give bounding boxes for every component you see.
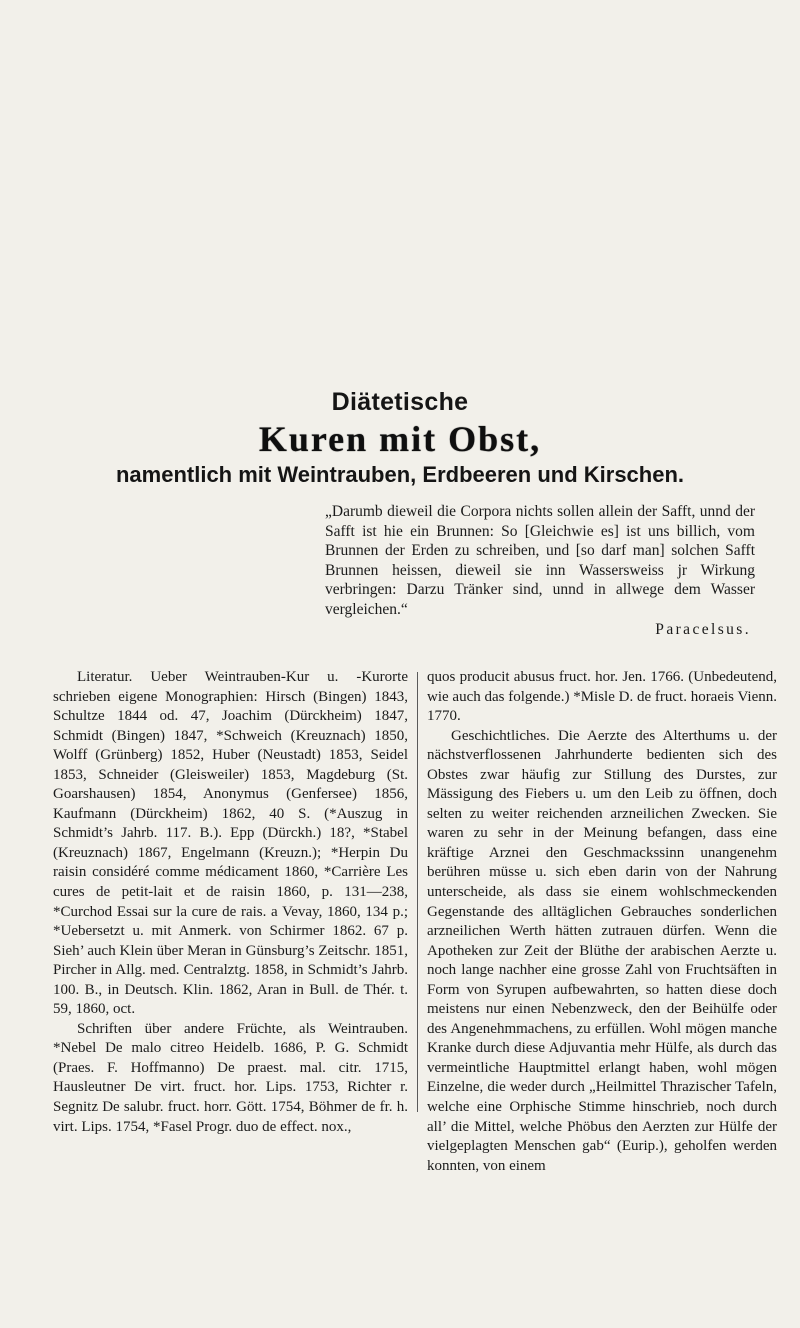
title-line-2: Kuren mit Obst, <box>258 419 542 459</box>
motto-author: Paracelsus. <box>655 620 751 638</box>
literature-paragraph: Literatur. Ueber Weintrauben-Kur u. -Kurorte schrieben eigene Monographien: Hirsch (Bingen) 1843, Schultze 1844 od. 47, Joachim (Dürckheim) 1847, Schmidt (Bingen) 1847, *Schweich (Kreuznach) 1850, Wolff (Grünberg) 1852, Huber (Neustadt) 1853, Seidel 1853, Schneider (Gleisweiler) 1853, Magdeburg (St. Goarshausen) 1854, Anonymus (Genfersee) 1856, Kaufmann (Dürckheim) 1862, 40 S. (*Auszug in Schmidt’s Jahrb. 117. B.). Epp (Dürckh.) 18?, *Stabel (Kreuznach) 1867, Engelmann (Kreuzn.); *Herpin Du raisin considéré comme médicament 1860, *Carrière Les cures de petit-lait et de raisin 1860, p. 131—238, *Curchod Essai sur la cure de rais. a Vevay, 1860, 134 p.; *Uebersetzt u. mit Anmerk. von Schirmer 1862. 67 p. Sieh’ auch Klein über Meran in Günsburg’s Zeitschr. 1851, Pircher in Allg. med. Centralztg. 1858, in Schmidt’s Jahrb. 100. B., in Deutsch. Klin. 1862, Aran in Bull. de Thér. t. 59, 1860, oct. <box>53 669 408 1018</box>
motto-quote <box>325 502 755 639</box>
other-fruits-paragraph: Schriften über andere Früchte, als Weintrauben. *Nebel De malo citreo Heidelb. 1686, P. G. Schmidt (Praes. F. Hoffmanno) De praest. mal. citr. 1715, Hausleutner De virt. fruct. hor. Lips. 1753, Richter r. Segnitz De salubr. fruct. horr. Gött. 1754, Böhmer de fr. h. virt. Lips. 1754, *Fasel Progr. duo de effect. nox., <box>53 1020 408 1135</box>
motto-text: „Darumb dieweil die Corpora nichts sollen allein der Safft, unnd der Safft ist hie ein Brunnen: So [Gleichwie es] ist uns billich, vom Brunnen der Erden zu schreiben, und [so darf man] solchen Safft Brunnen heissen, dieweil sie inn Wassersweiss jr Wirkung verbringen: Darzu Tränker sind, unnd in allwege dem Wasser vergleichen.“ <box>325 503 755 618</box>
left-column <box>53 668 408 1137</box>
subtitle: namentlich mit Weintrauben, Erdbeeren und Kirschen. <box>115 462 685 487</box>
history-paragraph: Geschichtliches. Die Aerzte des Alterthums u. der nächstverflossenen Jahrhunderte bedienten sich des Obstes zwar häufig zur Stillung des Durstes, zur Mässigung des Fiebers u. um den Leib zu öffnen, doch selten zu weiter reichenden arzneilichen Zwecken. Sie waren zu sehr in der Meinung befangen, dass eine kräftige Arznei den Geschmackssinn unangenehm berühren müsse u. sich eben darin von der Nahrung unterscheide, als dass sie einem wohlschmeckenden Gegenstande des alltäglichen Gebrauches sonderlichen arzneilichen Werth hätten zutrauen dürfen. Wenn die Apotheken zur Zeit der Blüthe der arabischen Aerzte u. noch lange nachher eine grosse Zahl von Fruchtsäften in Form von Syrupen aufbewahrten, so hatten diese doch meistens nur einen Nebenzweck, den der Beihülfe oder des Angenehmmachens, zu erfüllen. Wohl mögen manche Kranke durch diese Adjuvantia mehr Hülfe, als durch das vermeintliche Hauptmittel erlangt haben, wohl mögen Einzelne, die weder durch „Heilmittel Thrazischer Tafeln, welche eine Orphische Stimme hinschrieb, noch durch all’ die Mittel, welche Phöbus den Aerzten zur Hülfe der vielgeplagten Menschen gab“ (Eurip.), geholfen werden konnten, von einem <box>427 727 777 1174</box>
column-divider <box>417 672 418 1112</box>
continuation-paragraph: quos producit abusus fruct. hor. Jen. 1766. (Unbedeutend, wie auch das folgende.) *Misle D. de fruct. horaeis Vienn. 1770. <box>427 669 777 725</box>
right-column <box>427 668 777 1176</box>
title-line-1: Diätetische <box>331 388 469 416</box>
